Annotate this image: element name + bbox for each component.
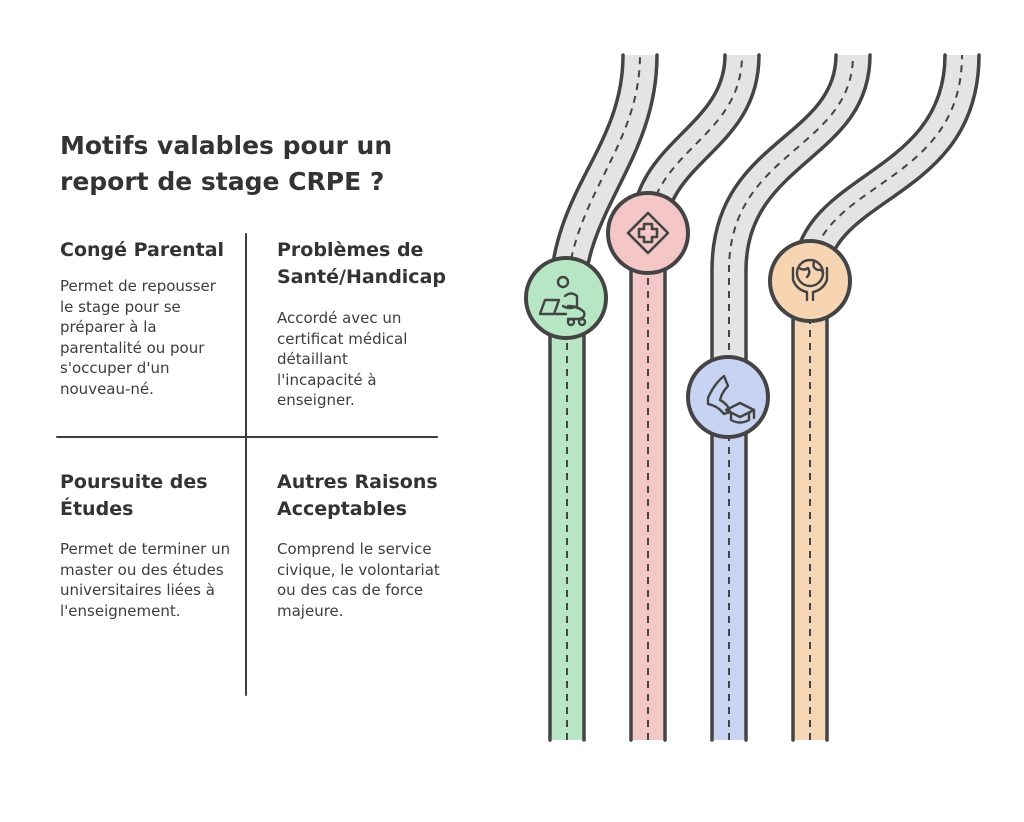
card-text: Permet de repousser le stage pour se préparer à la parentalité ou pour s'occuper d'un nouveau-né. xyxy=(60,277,216,398)
globe-hands-icon xyxy=(770,241,850,321)
medical-cross-icon xyxy=(608,193,688,273)
road-4 xyxy=(793,55,979,740)
card-heading: Congé Parental xyxy=(60,239,225,261)
card-text: Permet de terminer un master ou des études universitaires liées à l'enseignement. xyxy=(60,540,231,620)
card-heading: Autres Raisons Acceptables xyxy=(277,471,438,520)
card-text: Comprend le service civique, le volontariat ou des cas de force majeure. xyxy=(277,540,440,620)
card-text: Accordé avec un certificat médical détaillant l'incapacité à enseigner. xyxy=(277,309,408,409)
card-heading: Problèmes de Santé/Handicap xyxy=(277,239,446,288)
page-title: Motifs valables pour un report de stage CRPE ? xyxy=(60,131,393,196)
baby-stroller-laptop-icon xyxy=(526,258,606,338)
graduation-cap-icon xyxy=(688,357,768,437)
card-heading: Poursuite des Études xyxy=(60,471,208,520)
